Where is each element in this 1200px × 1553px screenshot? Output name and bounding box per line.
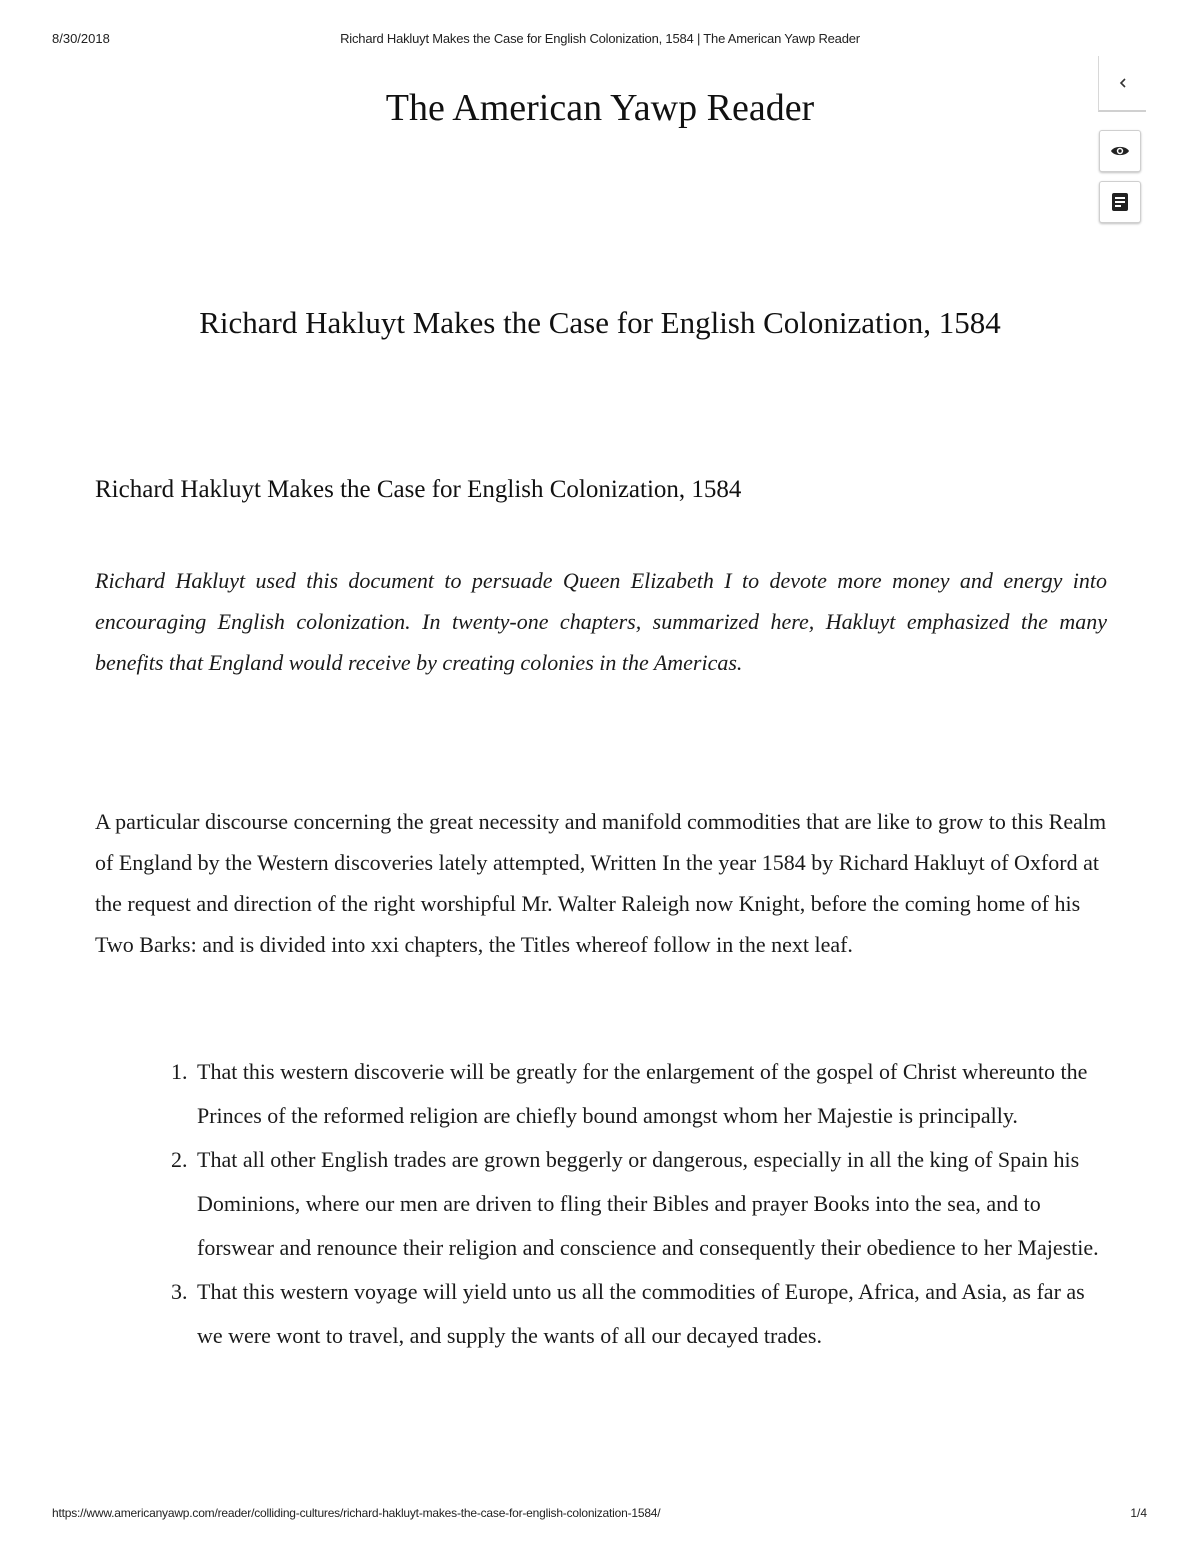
list-item [171, 1270, 1109, 1358]
print-header [0, 31, 1200, 49]
body-paragraph: A particular discourse concerning the great necessity and manifold commodities that are like to grow to this Realm of England by the Western discoveries lately attempted, Written In the year 1584 by Richard Hakluyt of Oxford at the request and direction of the right worshipful Mr. Walter Raleigh now Knight, before the coming home of his Two Barks: and is divided into xxi chapters, the Titles whereof follow in the next leaf. [95, 809, 1107, 957]
list-item [171, 1138, 1109, 1270]
list-item-text: That all other English trades are grown beggerly or dangerous, especially in all the king of Spain his Dominions, where our men are driven to fling their Bibles and prayer Books into the sea, and to forswear and renounce their religion and conscience and consequently their obedience to her Majestie. [197, 1147, 1099, 1260]
list-item-number: 2. [171, 1147, 188, 1172]
site-title[interactable]: The American Yawp Reader [385, 87, 815, 129]
chevron-left-icon [1118, 77, 1128, 89]
list-item-number: 1. [171, 1059, 188, 1084]
print-page-title: Richard Hakluyt Makes the Case for English Colonization, 1584 | The American Yawp Reader [340, 31, 860, 46]
section-title: Richard Hakluyt Makes the Case for English Colonization, 1584 [95, 476, 742, 503]
sidebar-toggle-button[interactable] [1098, 56, 1146, 112]
intro-paragraph: Richard Hakluyt used this document to persuade Queen Elizabeth I to devote more money and energy into encouraging English colonization. In twenty-one chapters, summarized here, Hakluyt emphasized the many benefits that England would receive by creating colonies in the Americas. [95, 568, 1107, 675]
print-date: 8/30/2018 [52, 31, 110, 46]
chapter-titles-list [171, 1050, 1109, 1358]
list-item-number: 3. [171, 1279, 188, 1304]
list-item-text: That this western voyage will yield unto us all the commodities of Europe, Africa, and Asia, as far as we were wont to travel, and supply the wants of all our decayed trades. [197, 1279, 1085, 1348]
list-item-text: That this western discoverie will be greatly for the enlargement of the gospel of Christ whereunto the Princes of the reformed religion are chiefly bound amongst whom her Majestie is principally. [197, 1059, 1088, 1128]
notes-button[interactable] [1099, 181, 1141, 223]
view-toggle-button[interactable] [1099, 130, 1141, 172]
print-footer [0, 1506, 1200, 1524]
document-icon [1112, 193, 1128, 211]
eye-icon [1110, 144, 1130, 158]
list-item [171, 1050, 1109, 1138]
page-number: 1/4 [1130, 1506, 1147, 1520]
print-url: https://www.americanyawp.com/reader/colliding-cultures/richard-hakluyt-makes-the-case-for-english-colonization-1584/ [52, 1506, 661, 1520]
chapter-title: Richard Hakluyt Makes the Case for English Colonization, 1584 [199, 305, 1001, 340]
